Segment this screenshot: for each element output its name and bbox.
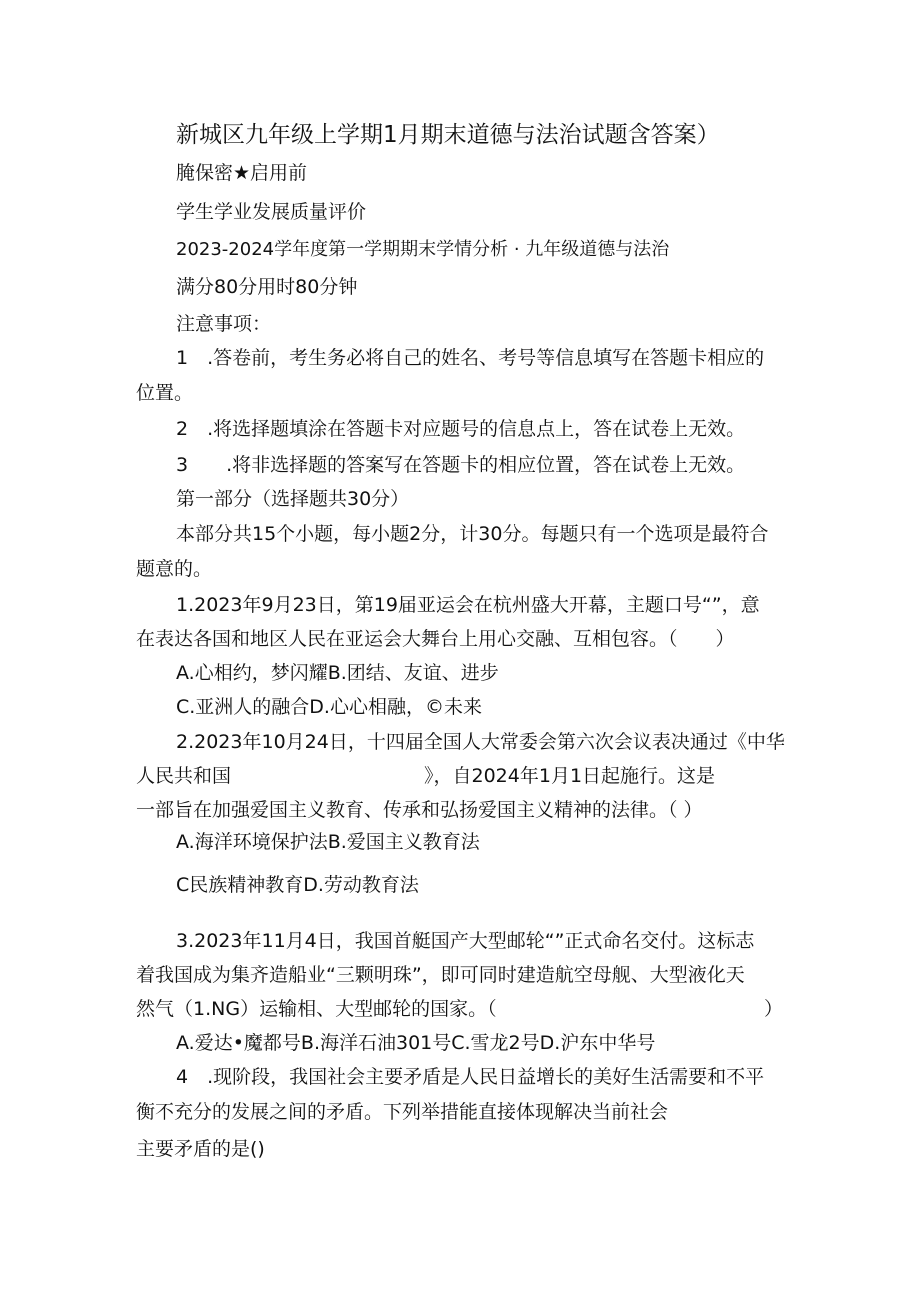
q2-line-2-right: 》，自2024年1月1日起施行。这是 <box>424 765 716 787</box>
q1-line-1: 1.2023年9月23日，第19届亚运会在杭州盛大开幕，主题口号“”，意 <box>176 594 760 616</box>
exam-name: 2023-2024学年度第一学期期末学情分析 · 九年级道德与法治 <box>176 239 670 260</box>
notice-1-line-1: 1 .答卷前，考生务必将自己的姓名、考号等信息填写在答题卡相应的 <box>176 347 765 369</box>
q3-line-2: 着我国成为集齐造船业“三颗明珠”，即可同时建造航空母舰、大型液化天 <box>136 964 745 986</box>
q1-line-2: 在表达各国和地区人民在亚运会大舞台上用心交融、互相包容。（ ） <box>136 628 735 650</box>
document-title: 新城区九年级上学期1月期末道德与法治试题含答案） <box>176 122 720 148</box>
part-1-heading: 第一部分（选择题共30分） <box>176 488 410 510</box>
part-1-desc-line-1: 本部分共15个小题，每小题2分，计30分。每题只有一个选项是最符合 <box>176 523 769 545</box>
part-1-desc-line-2: 题意的。 <box>136 558 213 580</box>
q2-line-1: 2.2023年10月24日，十四届全国人大常委会第六次会议表决通过《中华 <box>176 731 785 753</box>
q4-line-3: 主要矛盾的是() <box>136 1138 265 1160</box>
q3-options: A.爱达•魔都号B.海洋石油301号C.雪龙2号D.沪东中华号 <box>176 1032 656 1054</box>
q2-options-cd: C民族精神教育D.劳动教育法 <box>176 874 419 896</box>
q1-options-cd: C.亚洲人的融合D.心心相融，©未来 <box>176 696 482 718</box>
q3-line-3-right: ） <box>764 998 784 1020</box>
q4-line-2: 衡不充分的发展之间的矛盾。下列举措能直接体现解决当前社会 <box>136 1101 669 1123</box>
q2-options-ab: A.海洋环境保护法B.爱国主义教育法 <box>176 831 480 853</box>
q1-options-ab: A.心相约，梦闪耀B.团结、友谊、进步 <box>176 662 499 684</box>
q4-line-1: 4 .现阶段，我国社会主要矛盾是人民日益增长的美好生活需要和不平 <box>176 1066 765 1088</box>
score-and-time: 满分80分用时80分钟 <box>176 276 358 298</box>
secret-mark: 腌保密★启用前 <box>176 162 308 184</box>
q3-line-3-left: 然气（1.NG）运输相、大型邮轮的国家。（ <box>136 998 497 1020</box>
notice-3: 3 .将非选择题的答案写在答题卡的相应位置，答在试卷上无效。 <box>176 454 746 476</box>
notice-heading: 注意事项： <box>176 313 272 335</box>
notice-2: 2 .将选择题填涂在答题卡对应题号的信息点上，答在试卷上无效。 <box>176 418 746 440</box>
q3-line-1: 3.2023年11月4日，我国首艇国产大型邮轮“”正式命名交付。这标志 <box>176 930 755 952</box>
q2-line-3: 一部旨在加强爱国主义教育、传承和弘扬爱国主义精神的法律。（ ） <box>136 799 703 821</box>
evaluation-name: 学生学业发展质量评价 <box>176 201 367 223</box>
notice-1-line-2: 位置。 <box>136 382 194 404</box>
q2-line-2-left: 人民共和国 <box>136 765 232 787</box>
